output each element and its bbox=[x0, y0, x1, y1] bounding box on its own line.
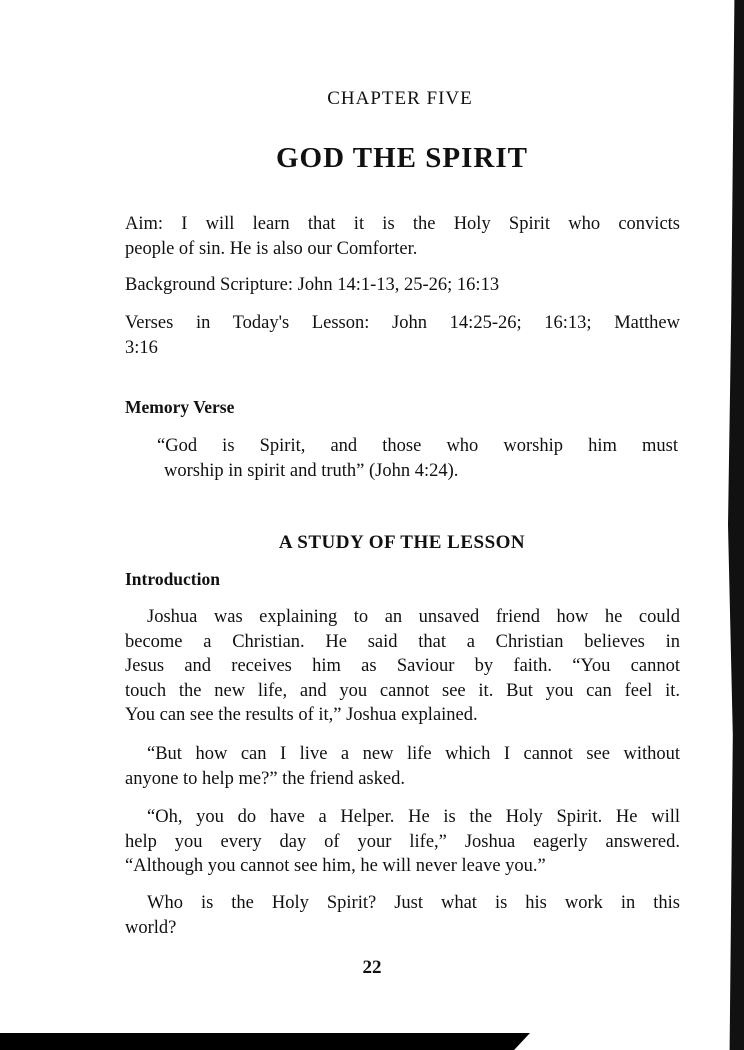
text-line: Joshua was explaining to an unsaved friend how he could bbox=[147, 607, 680, 627]
memory-verse-heading: Memory Verse bbox=[125, 397, 235, 417]
text-line: “But how can I live a new life which I cannot see without bbox=[147, 744, 680, 764]
scan-edge-bottom bbox=[0, 1033, 530, 1050]
text-line: Background Scripture: John 14:1-13, 25-26; 16:13 bbox=[125, 275, 500, 295]
text-line: 3:16 bbox=[125, 337, 158, 358]
paragraph bbox=[125, 891, 680, 940]
background-scripture bbox=[125, 273, 680, 298]
introduction-heading: Introduction bbox=[125, 569, 220, 589]
text-line: “Although you cannot see him, he will never leave you.” bbox=[125, 856, 546, 876]
text-line: help you every day of your life,” Joshua eagerly answered. bbox=[125, 831, 680, 852]
text-line: Who is the Holy Spirit? Just what is his work in this bbox=[147, 893, 680, 913]
text-line: people of sin. He is also our Comforter. bbox=[125, 238, 418, 259]
memory-verse bbox=[157, 434, 678, 483]
aim-paragraph bbox=[125, 212, 680, 261]
chapter-title: GOD THE SPIRIT bbox=[276, 142, 528, 174]
text-line: worship in spirit and truth” (John 4:24). bbox=[164, 460, 459, 481]
chapter-label: CHAPTER FIVE bbox=[327, 88, 473, 109]
text-line: Jesus and receives him as Saviour by faith. “You cannot bbox=[125, 656, 680, 676]
page-number: 22 bbox=[362, 957, 382, 978]
paragraph bbox=[125, 605, 680, 728]
text-line: anyone to help me?” the friend asked. bbox=[125, 768, 405, 789]
text-line: Aim: I will learn that it is the Holy Spirit who convicts bbox=[125, 214, 680, 234]
text-line: world? bbox=[125, 917, 177, 938]
section-heading: A STUDY OF THE LESSON bbox=[278, 532, 526, 553]
text-line: become a Christian. He said that a Christian believes in bbox=[125, 631, 680, 652]
paragraph bbox=[125, 805, 680, 879]
text-line: “God is Spirit, and those who worship him must bbox=[157, 436, 678, 456]
verses-paragraph bbox=[125, 311, 680, 360]
text-line: “Oh, you do have a Helper. He is the Holy Spirit. He will bbox=[147, 807, 680, 827]
text-line: You can see the results of it,” Joshua explained. bbox=[125, 705, 478, 725]
paragraph bbox=[125, 742, 680, 791]
text-line: touch the new life, and you cannot see it. But you can feel it. bbox=[125, 680, 680, 701]
text-line: Verses in Today's Lesson: John 14:25-26; 16:13; Matthew bbox=[125, 313, 680, 333]
